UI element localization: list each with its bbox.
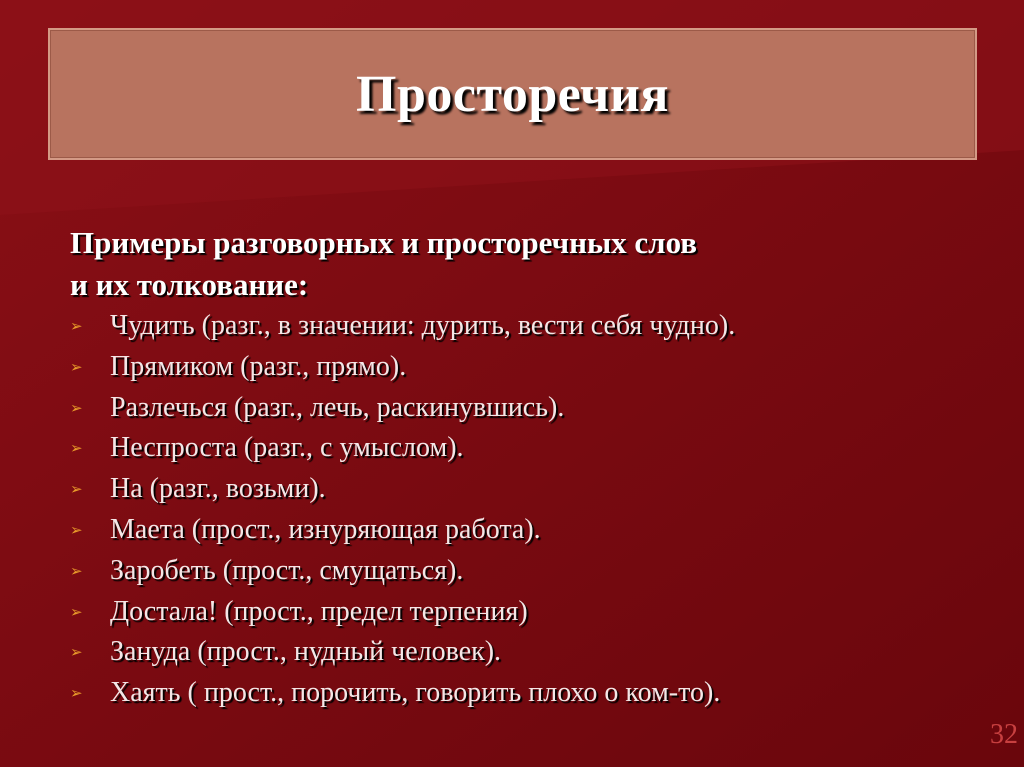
bullet-arrow-icon: ➢ xyxy=(70,439,83,458)
list-item xyxy=(70,388,970,429)
list-item xyxy=(70,551,970,592)
list-item-text: Заробеть (прост., смущаться). xyxy=(110,554,464,586)
list-item xyxy=(70,592,970,633)
bullet-arrow-icon: ➢ xyxy=(70,357,83,376)
intro-line-2: и их толкование: xyxy=(70,267,309,302)
list-item xyxy=(70,673,970,714)
list-item-text: Зануда (прост., нудный человек). xyxy=(110,636,502,668)
examples-list xyxy=(70,306,970,714)
list-item-text: Достала! (прост., предел терпения) xyxy=(110,595,528,627)
bullet-arrow-icon: ➢ xyxy=(70,684,83,703)
bullet-arrow-icon: ➢ xyxy=(70,561,83,580)
slide-number: 32 xyxy=(990,719,1018,750)
title-box xyxy=(48,28,977,160)
bullet-arrow-icon: ➢ xyxy=(70,643,83,662)
bullet-arrow-icon: ➢ xyxy=(70,398,83,417)
intro-heading xyxy=(70,222,970,306)
list-item-text: Чудить (разг., в значении: дурить, вести себя чудно). xyxy=(110,310,736,341)
list-item-text: Неспроста (разг., с умыслом). xyxy=(110,432,464,464)
list-item-text: Разлечься (разг., лечь, раскинувшись). xyxy=(110,391,565,423)
bullet-arrow-icon: ➢ xyxy=(70,317,83,335)
slide-content xyxy=(70,222,970,714)
intro-line-1: Примеры разговорных и просторечных слов xyxy=(70,225,698,260)
list-item xyxy=(70,347,970,388)
list-item xyxy=(70,469,970,510)
bullet-arrow-icon: ➢ xyxy=(70,480,83,499)
list-item xyxy=(70,428,970,469)
list-item-text: Хаять ( прост., порочить, говорить плохо о ком-то). xyxy=(110,677,721,709)
list-item xyxy=(70,632,970,673)
list-item xyxy=(70,510,970,551)
bullet-arrow-icon: ➢ xyxy=(70,602,83,621)
list-item-text: Маета (прост., изнуряющая работа). xyxy=(110,513,541,545)
bullet-arrow-icon: ➢ xyxy=(70,520,83,539)
slide-title: Просторечия xyxy=(356,65,669,123)
list-item xyxy=(70,306,970,347)
list-item-text: На (разг., возьми). xyxy=(110,473,326,505)
list-item-text: Прямиком (разг., прямо). xyxy=(110,350,407,382)
